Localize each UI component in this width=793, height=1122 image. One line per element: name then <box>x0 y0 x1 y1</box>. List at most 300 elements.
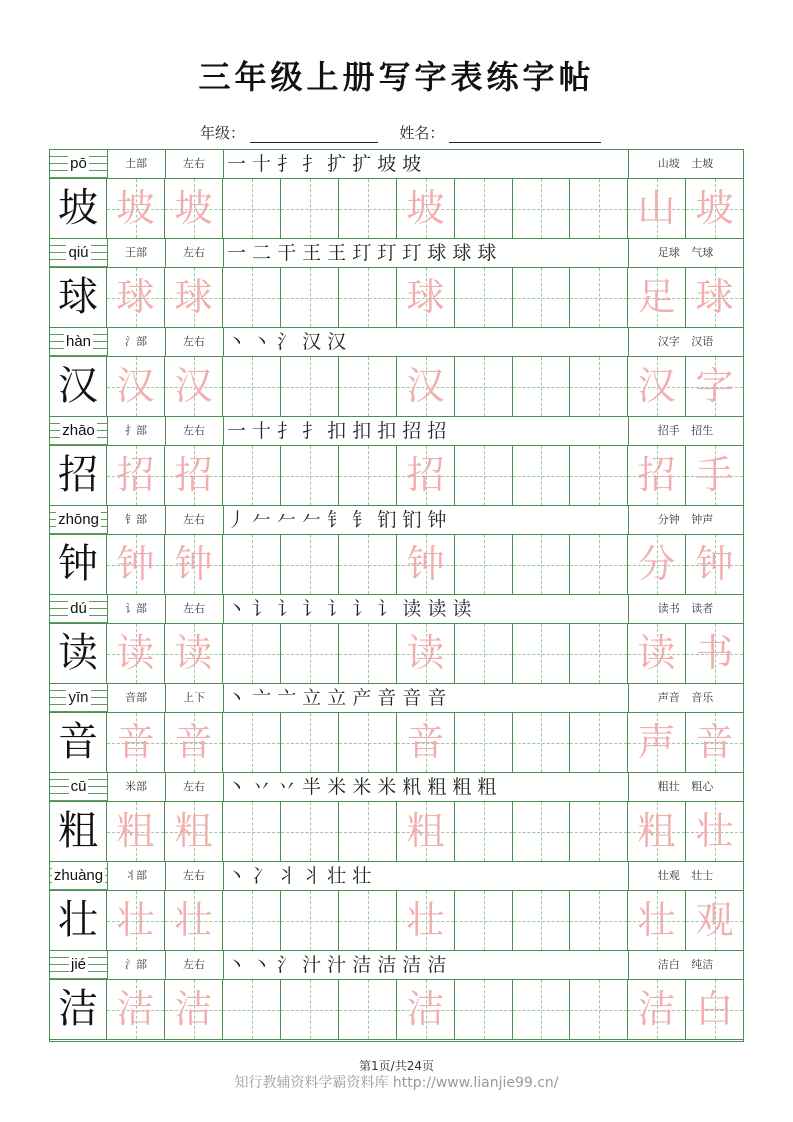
character-entry <box>50 150 743 239</box>
radical: 氵部 <box>125 335 147 348</box>
writing-cell[interactable] <box>339 446 397 505</box>
trace-glyph: 汉 <box>406 364 445 408</box>
column-divider <box>165 951 166 979</box>
example-words <box>628 328 743 356</box>
trace-word-cell[interactable] <box>686 446 743 505</box>
column-divider <box>223 239 224 267</box>
trace-word-cell[interactable] <box>628 891 686 950</box>
trace-word-cell[interactable] <box>628 179 686 238</box>
writing-cell[interactable] <box>223 980 281 1039</box>
column-divider <box>628 150 629 178</box>
trace-glyph: 钟 <box>174 542 213 586</box>
trace-word-cell[interactable] <box>628 268 686 327</box>
writing-cell[interactable] <box>513 446 570 505</box>
model-character <box>50 535 107 594</box>
trace-character-cell[interactable] <box>165 179 223 238</box>
example-word: 读书 <box>657 602 680 615</box>
example-word: 汉字 <box>657 335 680 348</box>
stroke-order: 一 十 扌 扌 扣 扣 扣 招 招 <box>227 420 447 442</box>
model-character <box>50 891 107 950</box>
trace-character-cell[interactable] <box>397 713 455 772</box>
writing-cell[interactable] <box>281 357 339 416</box>
student-info-row <box>200 122 601 143</box>
trace-character-cell[interactable] <box>107 357 165 416</box>
column-divider <box>223 595 224 623</box>
trace-glyph: 音 <box>695 720 734 764</box>
trace-glyph: 书 <box>695 631 734 675</box>
trace-glyph: 招 <box>174 453 213 497</box>
writing-cell[interactable] <box>455 891 513 950</box>
column-divider <box>107 684 108 712</box>
example-word: 招手 <box>657 424 680 437</box>
stroke-order: 一 二 干 王 王 玎 玎 玎 球 球 球 <box>227 242 497 264</box>
writing-cell[interactable] <box>223 179 281 238</box>
structure: 左右 <box>183 424 205 437</box>
character-entry <box>50 951 743 1040</box>
writing-cell[interactable] <box>223 713 281 772</box>
writing-cell[interactable] <box>570 535 628 594</box>
structure: 左右 <box>183 513 205 526</box>
trace-glyph: 招 <box>637 453 676 497</box>
writing-cell[interactable] <box>570 980 628 1039</box>
grade-label: 年级： <box>200 124 246 142</box>
example-word: 声音 <box>657 691 680 704</box>
practice-row <box>50 802 743 862</box>
radical: 氵部 <box>125 958 147 971</box>
example-word: 壮观 <box>657 869 680 882</box>
character-info-row <box>50 239 743 268</box>
column-divider <box>165 595 166 623</box>
writing-cell[interactable] <box>281 535 339 594</box>
column-divider <box>223 328 224 356</box>
trace-glyph: 读 <box>174 631 213 675</box>
trace-character-cell[interactable] <box>165 891 223 950</box>
trace-glyph: 招 <box>406 453 445 497</box>
character-glyph: 读 <box>58 630 98 676</box>
character-info-row <box>50 951 743 980</box>
character-info-row <box>50 417 743 446</box>
writing-cell[interactable] <box>339 891 397 950</box>
writing-cell[interactable] <box>513 624 570 683</box>
trace-word-cell[interactable] <box>628 446 686 505</box>
character-info-row <box>50 506 743 535</box>
writing-cell[interactable] <box>455 713 513 772</box>
writing-cell[interactable] <box>339 802 397 861</box>
column-divider <box>107 506 108 534</box>
structure: 上下 <box>183 691 205 704</box>
trace-glyph: 分 <box>637 542 676 586</box>
example-word: 山坡 <box>657 157 680 170</box>
column-divider <box>165 328 166 356</box>
radical: 王部 <box>125 246 147 259</box>
trace-glyph: 山 <box>637 186 676 230</box>
trace-glyph: 洁 <box>174 987 213 1031</box>
trace-character-cell[interactable] <box>107 624 165 683</box>
column-divider <box>628 773 629 801</box>
writing-cell[interactable] <box>281 446 339 505</box>
character-glyph: 洁 <box>58 986 98 1032</box>
trace-glyph: 壮 <box>695 809 734 853</box>
trace-glyph: 钟 <box>406 542 445 586</box>
stroke-order: 丿 𠂉 𠂉 𠂉 钅 钅 钔 钔 钟 <box>227 509 447 531</box>
structure: 左右 <box>183 869 205 882</box>
example-word: 音乐 <box>691 691 714 704</box>
trace-word-cell[interactable] <box>686 268 743 327</box>
trace-word-cell[interactable] <box>628 980 686 1039</box>
column-divider <box>223 773 224 801</box>
trace-word-cell[interactable] <box>628 624 686 683</box>
writing-cell[interactable] <box>339 179 397 238</box>
trace-character-cell[interactable] <box>165 802 223 861</box>
writing-cell[interactable] <box>223 357 281 416</box>
practice-row <box>50 268 743 328</box>
character-entry <box>50 328 743 417</box>
trace-glyph: 壮 <box>174 898 213 942</box>
trace-character-cell[interactable] <box>107 802 165 861</box>
writing-cell[interactable] <box>455 980 513 1039</box>
column-divider <box>165 150 166 178</box>
structure: 左右 <box>183 958 205 971</box>
writing-cell[interactable] <box>339 268 397 327</box>
structure: 左右 <box>183 602 205 615</box>
column-divider <box>628 506 629 534</box>
radical: 丬部 <box>125 869 147 882</box>
column-divider <box>628 862 629 890</box>
column-divider <box>165 684 166 712</box>
stroke-order: 丶 冫 丬 丬 壮 壮 <box>227 865 372 887</box>
character-entry <box>50 417 743 506</box>
example-word: 读者 <box>691 602 714 615</box>
structure: 左右 <box>183 157 205 170</box>
trace-glyph: 音 <box>174 720 213 764</box>
trace-glyph: 钟 <box>695 542 734 586</box>
writing-cell[interactable] <box>281 179 339 238</box>
trace-word-cell[interactable] <box>686 357 743 416</box>
writing-cell[interactable] <box>513 535 570 594</box>
example-words <box>628 506 743 534</box>
writing-cell[interactable] <box>281 713 339 772</box>
page-number: 第1页/共24页 <box>359 1059 434 1073</box>
trace-word-cell[interactable] <box>686 179 743 238</box>
character-glyph: 壮 <box>58 897 98 943</box>
structure: 左右 <box>183 246 205 259</box>
writing-cell[interactable] <box>570 357 628 416</box>
trace-character-cell[interactable] <box>397 980 455 1039</box>
character-entry <box>50 684 743 773</box>
trace-character-cell[interactable] <box>107 179 165 238</box>
trace-glyph: 壮 <box>116 898 155 942</box>
example-word: 洁白 <box>657 958 680 971</box>
writing-cell[interactable] <box>570 446 628 505</box>
example-words <box>628 417 743 445</box>
trace-character-cell[interactable] <box>107 268 165 327</box>
column-divider <box>107 773 108 801</box>
trace-word-cell[interactable] <box>686 802 743 861</box>
character-entry <box>50 773 743 862</box>
writing-cell[interactable] <box>455 179 513 238</box>
trace-glyph: 球 <box>116 275 155 319</box>
writing-cell[interactable] <box>339 357 397 416</box>
practice-row <box>50 891 743 951</box>
pinyin: cū <box>70 778 87 795</box>
column-divider <box>165 862 166 890</box>
trace-character-cell[interactable] <box>397 446 455 505</box>
column-divider <box>628 684 629 712</box>
character-info-row <box>50 150 743 179</box>
writing-cell[interactable] <box>339 535 397 594</box>
writing-cell[interactable] <box>513 268 570 327</box>
writing-cell[interactable] <box>570 624 628 683</box>
radical: 音部 <box>125 691 147 704</box>
character-info-row <box>50 595 743 624</box>
trace-glyph: 球 <box>695 275 734 319</box>
trace-character-cell[interactable] <box>107 980 165 1039</box>
radical: 米部 <box>125 780 147 793</box>
example-word: 粗心 <box>691 780 714 793</box>
model-character <box>50 179 107 238</box>
trace-glyph: 手 <box>695 453 734 497</box>
trace-glyph: 球 <box>406 275 445 319</box>
trace-word-cell[interactable] <box>686 713 743 772</box>
trace-character-cell[interactable] <box>397 624 455 683</box>
radical: 土部 <box>125 157 147 170</box>
example-word: 壮士 <box>691 869 714 882</box>
writing-cell[interactable] <box>455 802 513 861</box>
column-divider <box>628 951 629 979</box>
example-word: 分钟 <box>657 513 680 526</box>
stroke-order: 丶 丶 氵 汉 汉 <box>227 331 347 353</box>
character-info-row <box>50 328 743 357</box>
writing-cell[interactable] <box>223 268 281 327</box>
pinyin: zhōng <box>58 511 99 528</box>
trace-glyph: 字 <box>695 364 734 408</box>
model-character <box>50 713 107 772</box>
trace-character-cell[interactable] <box>165 357 223 416</box>
writing-cell[interactable] <box>570 891 628 950</box>
trace-glyph: 粗 <box>406 809 445 853</box>
trace-character-cell[interactable] <box>165 535 223 594</box>
pinyin: qiú <box>68 244 89 261</box>
example-words <box>628 951 743 979</box>
column-divider <box>107 150 108 178</box>
pinyin: zhuàng <box>53 867 104 884</box>
writing-cell[interactable] <box>339 713 397 772</box>
radical: 钅部 <box>125 513 147 526</box>
model-character <box>50 980 107 1039</box>
column-divider <box>628 595 629 623</box>
trace-character-cell[interactable] <box>397 179 455 238</box>
writing-cell[interactable] <box>455 535 513 594</box>
writing-cell[interactable] <box>455 268 513 327</box>
trace-glyph: 汉 <box>637 364 676 408</box>
pinyin: zhāo <box>62 422 95 439</box>
trace-glyph: 读 <box>116 631 155 675</box>
writing-cell[interactable] <box>339 980 397 1039</box>
writing-cell[interactable] <box>513 713 570 772</box>
trace-character-cell[interactable] <box>165 713 223 772</box>
trace-glyph: 足 <box>637 275 676 319</box>
character-entry <box>50 239 743 328</box>
trace-glyph: 音 <box>406 720 445 764</box>
trace-glyph: 白 <box>695 987 734 1031</box>
trace-character-cell[interactable] <box>165 624 223 683</box>
writing-cell[interactable] <box>455 446 513 505</box>
radical: 讠部 <box>125 602 147 615</box>
practice-row <box>50 713 743 773</box>
writing-cell[interactable] <box>223 446 281 505</box>
example-word: 招生 <box>691 424 714 437</box>
column-divider <box>165 239 166 267</box>
column-divider <box>628 328 629 356</box>
column-divider <box>107 595 108 623</box>
trace-glyph: 洁 <box>637 987 676 1031</box>
example-words <box>628 595 743 623</box>
writing-cell[interactable] <box>513 891 570 950</box>
pinyin: pō <box>70 155 87 172</box>
column-divider <box>223 506 224 534</box>
model-character <box>50 357 107 416</box>
source-watermark: 知行教辅资料学霸资料库 http://www.lianjie99.cn/ <box>234 1075 559 1091</box>
trace-character-cell[interactable] <box>107 535 165 594</box>
example-word: 粗壮 <box>657 780 680 793</box>
trace-glyph: 粗 <box>116 809 155 853</box>
trace-word-cell[interactable] <box>628 535 686 594</box>
model-character <box>50 624 107 683</box>
trace-word-cell[interactable] <box>686 891 743 950</box>
writing-cell[interactable] <box>513 179 570 238</box>
writing-cell[interactable] <box>223 624 281 683</box>
trace-glyph: 音 <box>116 720 155 764</box>
trace-glyph: 声 <box>637 720 676 764</box>
pinyin: jié <box>70 956 86 973</box>
trace-character-cell[interactable] <box>107 891 165 950</box>
writing-cell[interactable] <box>281 802 339 861</box>
trace-glyph: 坡 <box>116 186 155 230</box>
trace-glyph: 壮 <box>406 898 445 942</box>
stroke-order: 丶 亠 亠 立 立 产 音 音 音 <box>227 687 447 709</box>
trace-word-cell[interactable] <box>686 535 743 594</box>
writing-cell[interactable] <box>570 802 628 861</box>
writing-cell[interactable] <box>339 624 397 683</box>
writing-cell[interactable] <box>570 268 628 327</box>
trace-glyph: 粗 <box>637 809 676 853</box>
writing-cell[interactable] <box>281 268 339 327</box>
example-word: 钟声 <box>691 513 714 526</box>
column-divider <box>628 239 629 267</box>
trace-character-cell[interactable] <box>165 268 223 327</box>
practice-row <box>50 179 743 239</box>
column-divider <box>223 951 224 979</box>
pinyin: dú <box>70 600 87 617</box>
trace-glyph: 招 <box>116 453 155 497</box>
character-glyph: 钟 <box>58 541 98 587</box>
structure: 左右 <box>183 335 205 348</box>
trace-word-cell[interactable] <box>628 802 686 861</box>
column-divider <box>223 862 224 890</box>
trace-glyph: 坡 <box>406 186 445 230</box>
character-glyph: 招 <box>58 452 98 498</box>
trace-character-cell[interactable] <box>397 802 455 861</box>
practice-row <box>50 357 743 417</box>
practice-row <box>50 980 743 1040</box>
stroke-order: 丶 丷 丷 半 米 米 米 籸 粗 粗 粗 <box>227 776 497 798</box>
character-info-row <box>50 773 743 802</box>
trace-word-cell[interactable] <box>686 624 743 683</box>
writing-cell[interactable] <box>223 802 281 861</box>
trace-character-cell[interactable] <box>397 535 455 594</box>
trace-glyph: 钟 <box>116 542 155 586</box>
trace-word-cell[interactable] <box>628 713 686 772</box>
practice-row <box>50 446 743 506</box>
trace-character-cell[interactable] <box>165 980 223 1039</box>
stroke-order: 一 十 扌 扌 扩 扩 坡 坡 <box>227 153 422 175</box>
writing-cell[interactable] <box>513 357 570 416</box>
trace-character-cell[interactable] <box>107 446 165 505</box>
grade-blank[interactable] <box>250 128 378 143</box>
writing-cell[interactable] <box>570 179 628 238</box>
trace-glyph: 汉 <box>116 364 155 408</box>
character-glyph: 音 <box>58 719 98 765</box>
name-label: 姓名： <box>399 124 445 142</box>
column-divider <box>165 773 166 801</box>
character-info-row <box>50 684 743 713</box>
column-divider <box>165 506 166 534</box>
column-divider <box>165 417 166 445</box>
writing-cell[interactable] <box>281 891 339 950</box>
trace-glyph: 坡 <box>695 186 734 230</box>
practice-sheet <box>49 149 744 1042</box>
writing-cell[interactable] <box>281 980 339 1039</box>
character-entry <box>50 862 743 951</box>
practice-row <box>50 624 743 684</box>
trace-word-cell[interactable] <box>628 357 686 416</box>
trace-character-cell[interactable] <box>397 268 455 327</box>
column-divider <box>223 417 224 445</box>
writing-cell[interactable] <box>223 891 281 950</box>
character-glyph: 球 <box>58 274 98 320</box>
pinyin: hàn <box>65 333 92 350</box>
trace-word-cell[interactable] <box>686 980 743 1039</box>
model-character <box>50 446 107 505</box>
writing-cell[interactable] <box>513 802 570 861</box>
stroke-order: 丶 丶 氵 汁 汁 洁 洁 洁 洁 <box>227 954 447 976</box>
writing-cell[interactable] <box>570 713 628 772</box>
example-word: 汉语 <box>691 335 714 348</box>
column-divider <box>107 951 108 979</box>
trace-glyph: 观 <box>695 898 734 942</box>
writing-cell[interactable] <box>455 624 513 683</box>
practice-row <box>50 535 743 595</box>
trace-character-cell[interactable] <box>165 446 223 505</box>
trace-character-cell[interactable] <box>397 357 455 416</box>
column-divider <box>107 862 108 890</box>
character-glyph: 粗 <box>58 808 98 854</box>
writing-cell[interactable] <box>281 624 339 683</box>
trace-character-cell[interactable] <box>107 713 165 772</box>
character-info-row <box>50 862 743 891</box>
writing-cell[interactable] <box>455 357 513 416</box>
pinyin: yīn <box>68 689 89 706</box>
example-words <box>628 239 743 267</box>
model-character <box>50 268 107 327</box>
trace-glyph: 洁 <box>406 987 445 1031</box>
trace-character-cell[interactable] <box>397 891 455 950</box>
example-words <box>628 684 743 712</box>
page-title: 三年级上册写字表练字帖 <box>198 58 595 96</box>
writing-cell[interactable] <box>513 980 570 1039</box>
writing-cell[interactable] <box>223 535 281 594</box>
name-blank[interactable] <box>449 128 601 143</box>
